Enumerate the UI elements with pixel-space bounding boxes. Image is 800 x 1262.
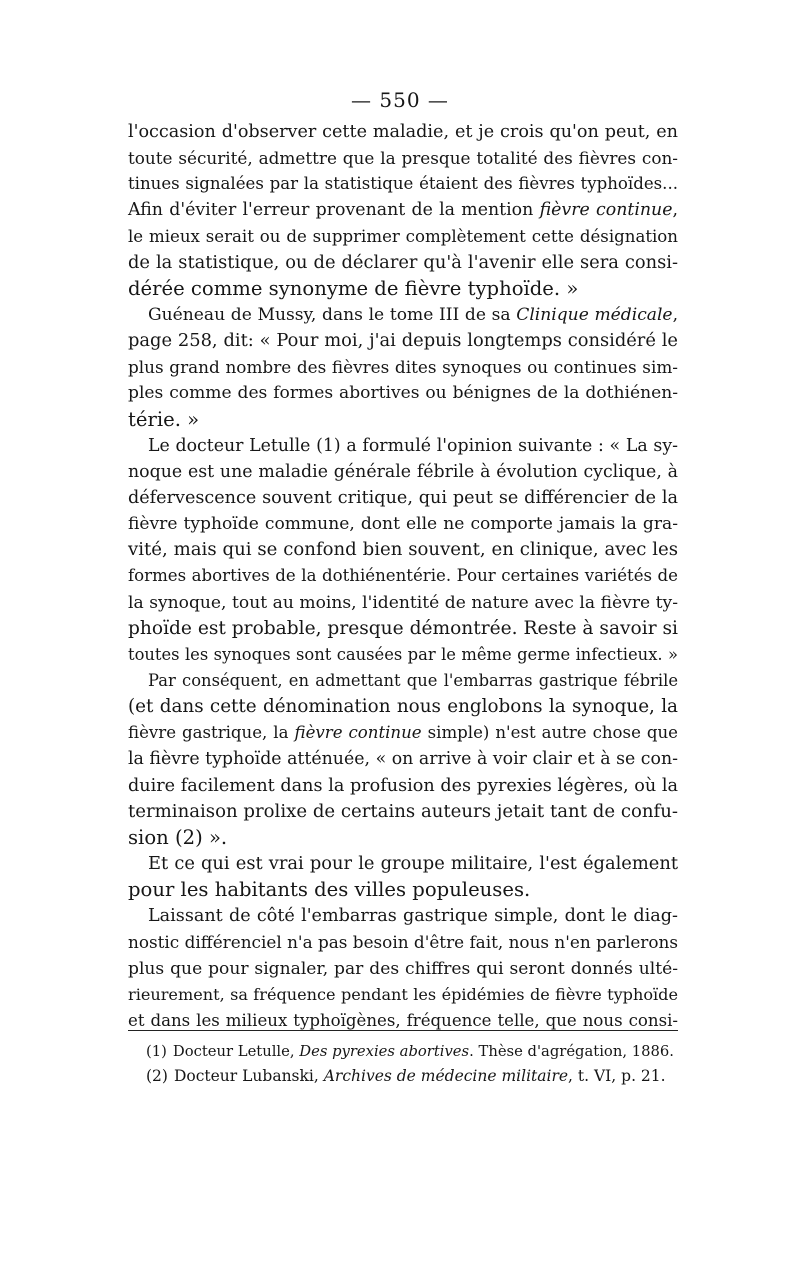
- text-line: pour les habitants des villes populeuses.: [128, 878, 531, 902]
- body-text: [128, 119, 678, 1034]
- footnote-author: Docteur Letulle,: [172, 1043, 300, 1060]
- text-line: rieurement, sa fréquence pendant les épidémies de fièvre typhoïde: [128, 984, 678, 1004]
- text-line: noque est une maladie générale fébrile à évolution cyclique, à: [128, 461, 678, 482]
- text-line: tinues signalées par la statistique étaient des fièvres typhoïdes...: [128, 174, 678, 194]
- text-line: la synoque, tout au moins, l'identité de nature avec la fièvre ty-: [128, 592, 678, 613]
- text-line: phoïde est probable, presque démontrée. Reste à savoir si: [128, 617, 678, 639]
- text-line: Afin d'éviter l'erreur provenant de la mention fièvre continue,: [128, 200, 678, 221]
- text-line: l'occasion d'observer cette maladie, et je crois qu'on peut, en: [128, 122, 678, 142]
- text-line: terminaison prolixe de certains auteurs jetait tant de confu-: [128, 800, 678, 822]
- text-line: plus grand nombre des fièvres dites synoques ou continues sim-: [128, 357, 678, 378]
- footnote-divider: [128, 1030, 678, 1031]
- footnote-title: Des pyrexies abortives: [299, 1043, 470, 1060]
- text-line: plus que pour signaler, par des chiffres qui seront donnés ulté-: [128, 958, 678, 979]
- text-line: térie. »: [128, 407, 200, 431]
- text-line: ples comme des formes abortives ou bénignes de la dothiénen-: [128, 383, 678, 404]
- footnote-ref: (1): [146, 1043, 167, 1060]
- text-line: défervescence souvent critique, qui peut se différencier de la: [128, 487, 678, 508]
- footnote: [146, 1064, 678, 1088]
- text-line: le mieux serait ou de supprimer complètement cette désignation: [128, 226, 678, 246]
- footnote-detail: . Thèse d'agrégation, 1886.: [469, 1043, 674, 1060]
- text-line: formes abortives de la dothiénentérie. Pour certaines variétés de: [128, 566, 678, 586]
- text-line: fièvre gastrique, la fièvre continue simple) n'est autre chose que: [128, 723, 678, 743]
- text-line: toutes les synoques sont causées par le même germe infectieux. »: [128, 644, 678, 664]
- text-line: Laissant de côté l'embarras gastrique simple, dont le diag-: [148, 906, 678, 927]
- text-line: vité, mais qui se confond bien souvent, en clinique, avec les: [128, 539, 678, 561]
- text-line: Et ce qui est vrai pour le groupe militaire, l'est également: [148, 852, 678, 874]
- footnotes: [146, 1040, 678, 1088]
- text-line: nostic différenciel n'a pas besoin d'être fait, nous n'en parlerons: [128, 932, 678, 953]
- text-line: dérée comme synonyme de fièvre typhoïde. »: [128, 276, 579, 300]
- text-line: Guéneau de Mussy, dans le tome III de sa Clinique médicale,: [148, 304, 678, 325]
- text-line: et dans les milieux typhoïgènes, fréquence telle, que nous consi-: [128, 1010, 678, 1030]
- footnote-title: Archives de médecine militaire: [323, 1067, 569, 1085]
- text-line: (et dans cette dénomination nous englobons la synoque, la: [128, 696, 678, 718]
- text-line: toute sécurité, admettre que la presque totalité des fièvres con-: [128, 148, 678, 169]
- text-line: de la statistique, ou de déclarer qu'à l'avenir elle sera consi-: [128, 251, 678, 273]
- text-line: duire facilement dans la profusion des pyrexies légères, où la: [128, 775, 678, 796]
- text-line: Le docteur Letulle (1) a formulé l'opinion suivante : « La sy-: [148, 435, 678, 456]
- text-line: sion (2) ».: [128, 825, 228, 849]
- text-line: fièvre typhoïde commune, dont elle ne comporte jamais la gra-: [128, 514, 678, 535]
- text-line: Par conséquent, en admettant que l'embarras gastrique fébrile: [148, 670, 678, 690]
- text-line: la fièvre typhoïde atténuée, « on arrive à voir clair et à se con-: [128, 749, 678, 770]
- footnote-author: Docteur Lubanski,: [173, 1067, 324, 1085]
- text-line: page 258, dit: « Pour moi, j'ai depuis longtemps considéré le: [128, 330, 678, 352]
- footnote-detail: , t. VI, p. 21.: [568, 1067, 666, 1085]
- footnote-ref: (2): [146, 1067, 168, 1085]
- footnote: [146, 1040, 678, 1064]
- page-number: — 550 —: [351, 88, 449, 112]
